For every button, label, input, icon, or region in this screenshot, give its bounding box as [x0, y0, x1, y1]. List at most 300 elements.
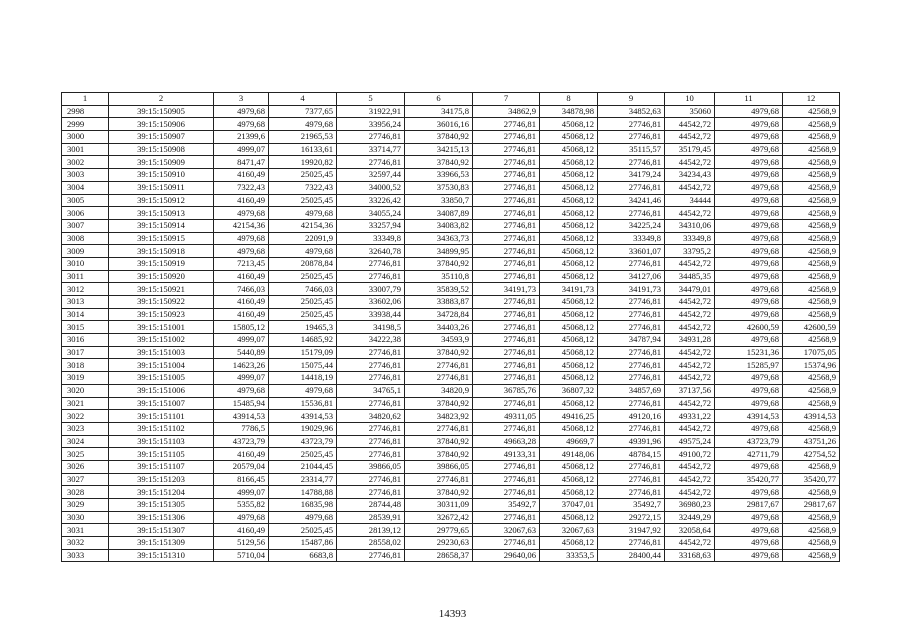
- value-cell: 4979,68: [715, 524, 783, 537]
- cadastral-number-cell: 39:15:150906: [109, 118, 214, 131]
- value-cell: 6683,8: [269, 549, 337, 562]
- value-cell: 43723,79: [214, 435, 269, 448]
- value-cell: 49663,28: [473, 435, 540, 448]
- value-cell: 8166,45: [214, 473, 269, 486]
- value-cell: 42568,9: [783, 257, 840, 270]
- value-cell: 45068,12: [540, 257, 598, 270]
- row-number-cell: 3021: [62, 397, 109, 410]
- value-cell: 27746,81: [405, 372, 473, 385]
- value-cell: 4160,49: [214, 296, 269, 309]
- value-cell: 33883,87: [405, 296, 473, 309]
- value-cell: 27746,81: [473, 372, 540, 385]
- value-cell: 27746,81: [598, 131, 665, 144]
- column-header: 11: [715, 93, 783, 106]
- value-cell: 7322,43: [269, 181, 337, 194]
- value-cell: 44542,72: [665, 372, 715, 385]
- value-cell: 4999,07: [214, 143, 269, 156]
- value-cell: 15536,81: [269, 397, 337, 410]
- value-cell: 33257,94: [337, 219, 405, 232]
- value-cell: 49100,72: [665, 448, 715, 461]
- value-cell: 42568,9: [783, 118, 840, 131]
- value-cell: 4979,68: [715, 334, 783, 347]
- value-cell: 16835,98: [269, 499, 337, 512]
- value-cell: 45068,12: [540, 321, 598, 334]
- row-number-cell: 3017: [62, 346, 109, 359]
- cadastral-number-cell: 39:15:150919: [109, 257, 214, 270]
- value-cell: 34852,63: [598, 105, 665, 118]
- value-cell: 42568,9: [783, 296, 840, 309]
- value-cell: 14788,88: [269, 486, 337, 499]
- table-row: [62, 537, 840, 550]
- value-cell: 17075,05: [783, 346, 840, 359]
- value-cell: 45068,12: [540, 460, 598, 473]
- value-cell: 34191,73: [473, 283, 540, 296]
- value-cell: 35110,8: [405, 270, 473, 283]
- value-cell: 4979,68: [269, 384, 337, 397]
- column-header: 4: [269, 93, 337, 106]
- table-row: [62, 308, 840, 321]
- value-cell: 30311,09: [405, 499, 473, 512]
- value-cell: 42568,9: [783, 524, 840, 537]
- value-cell: 37840,92: [405, 257, 473, 270]
- value-cell: 45068,12: [540, 270, 598, 283]
- value-cell: 44542,72: [665, 397, 715, 410]
- value-cell: 4160,49: [214, 270, 269, 283]
- value-cell: 28539,91: [337, 511, 405, 524]
- value-cell: 29817,67: [715, 499, 783, 512]
- value-cell: 45068,12: [540, 372, 598, 385]
- value-cell: 27746,81: [598, 486, 665, 499]
- value-cell: 21965,53: [269, 131, 337, 144]
- value-cell: 42600,59: [715, 321, 783, 334]
- value-cell: 33850,7: [405, 194, 473, 207]
- value-cell: 4979,68: [715, 549, 783, 562]
- value-cell: 36980,23: [665, 499, 715, 512]
- value-cell: 35420,77: [783, 473, 840, 486]
- value-cell: 49575,24: [665, 435, 715, 448]
- value-cell: 31922,91: [337, 105, 405, 118]
- value-cell: 45068,12: [540, 245, 598, 258]
- value-cell: 42568,9: [783, 334, 840, 347]
- cadastral-number-cell: 39:15:150918: [109, 245, 214, 258]
- value-cell: 4979,68: [214, 511, 269, 524]
- value-cell: 45068,12: [540, 359, 598, 372]
- table-row: [62, 460, 840, 473]
- cadastral-number-cell: 39:15:151101: [109, 410, 214, 423]
- value-cell: 27746,81: [598, 181, 665, 194]
- value-cell: 44542,72: [665, 207, 715, 220]
- value-cell: 28744,48: [337, 499, 405, 512]
- value-cell: 27746,81: [598, 397, 665, 410]
- value-cell: 27746,81: [473, 537, 540, 550]
- row-number-cell: 3023: [62, 422, 109, 435]
- value-cell: 27746,81: [337, 257, 405, 270]
- value-cell: 34055,24: [337, 207, 405, 220]
- value-cell: 42568,9: [783, 537, 840, 550]
- table-row: [62, 499, 840, 512]
- value-cell: 45068,12: [540, 181, 598, 194]
- table-row: [62, 245, 840, 258]
- value-cell: 44542,72: [665, 346, 715, 359]
- cadastral-number-cell: 39:15:151107: [109, 460, 214, 473]
- table-row: [62, 156, 840, 169]
- row-number-cell: 2998: [62, 105, 109, 118]
- cadastral-number-cell: 39:15:151103: [109, 435, 214, 448]
- value-cell: 27746,81: [405, 422, 473, 435]
- value-cell: 34191,73: [598, 283, 665, 296]
- value-cell: 4999,07: [214, 334, 269, 347]
- value-cell: 7466,03: [214, 283, 269, 296]
- value-cell: 27746,81: [337, 473, 405, 486]
- value-cell: 27746,81: [473, 131, 540, 144]
- value-cell: 37840,92: [405, 156, 473, 169]
- value-cell: 19465,3: [269, 321, 337, 334]
- value-cell: 15485,94: [214, 397, 269, 410]
- value-cell: 39866,05: [405, 460, 473, 473]
- value-cell: 45068,12: [540, 131, 598, 144]
- row-number-cell: 3020: [62, 384, 109, 397]
- table-row: [62, 131, 840, 144]
- value-cell: 4979,68: [214, 232, 269, 245]
- value-cell: 44542,72: [665, 537, 715, 550]
- row-number-cell: 3015: [62, 321, 109, 334]
- table-row: [62, 435, 840, 448]
- row-number-cell: 2999: [62, 118, 109, 131]
- cadastral-number-cell: 39:15:150907: [109, 131, 214, 144]
- table-row: [62, 283, 840, 296]
- value-cell: 35115,57: [598, 143, 665, 156]
- value-cell: 28139,12: [337, 524, 405, 537]
- cadastral-number-cell: 39:15:151004: [109, 359, 214, 372]
- value-cell: 15805,12: [214, 321, 269, 334]
- value-cell: 32640,78: [337, 245, 405, 258]
- table-row: [62, 296, 840, 309]
- value-cell: 15487,86: [269, 537, 337, 550]
- value-cell: 7377,65: [269, 105, 337, 118]
- value-cell: 45068,12: [540, 169, 598, 182]
- cadastral-number-cell: 39:15:150909: [109, 156, 214, 169]
- value-cell: 25025,45: [269, 448, 337, 461]
- table-row: [62, 143, 840, 156]
- value-cell: 25025,45: [269, 308, 337, 321]
- value-cell: 15179,09: [269, 346, 337, 359]
- value-cell: 42568,9: [783, 181, 840, 194]
- value-cell: 42568,9: [783, 460, 840, 473]
- value-cell: 44542,72: [665, 131, 715, 144]
- row-number-cell: 3007: [62, 219, 109, 232]
- value-cell: 29779,65: [405, 524, 473, 537]
- table-row: [62, 321, 840, 334]
- value-cell: 4979,68: [715, 372, 783, 385]
- value-cell: 37840,92: [405, 397, 473, 410]
- value-cell: 27746,81: [473, 257, 540, 270]
- row-number-cell: 3022: [62, 410, 109, 423]
- table-row: [62, 473, 840, 486]
- value-cell: 28558,02: [337, 537, 405, 550]
- cadastral-number-cell: 39:15:150914: [109, 219, 214, 232]
- value-cell: 45068,12: [540, 194, 598, 207]
- value-cell: 34198,5: [337, 321, 405, 334]
- data-table: [61, 92, 840, 562]
- value-cell: 42568,9: [783, 372, 840, 385]
- value-cell: 27746,81: [473, 156, 540, 169]
- value-cell: 27746,81: [598, 346, 665, 359]
- cadastral-number-cell: 39:15:151203: [109, 473, 214, 486]
- column-header: 6: [405, 93, 473, 106]
- value-cell: 7322,43: [214, 181, 269, 194]
- cadastral-number-cell: 39:15:150921: [109, 283, 214, 296]
- value-cell: 49669,7: [540, 435, 598, 448]
- cadastral-number-cell: 39:15:151105: [109, 448, 214, 461]
- row-number-cell: 3027: [62, 473, 109, 486]
- row-number-cell: 3031: [62, 524, 109, 537]
- value-cell: 27746,81: [473, 207, 540, 220]
- value-cell: 4979,68: [715, 156, 783, 169]
- value-cell: 4160,49: [214, 448, 269, 461]
- value-cell: 4979,68: [715, 181, 783, 194]
- value-cell: 34000,52: [337, 181, 405, 194]
- value-cell: 4979,68: [269, 118, 337, 131]
- value-cell: 34363,73: [405, 232, 473, 245]
- value-cell: 49331,22: [665, 410, 715, 423]
- value-cell: 37137,56: [665, 384, 715, 397]
- value-cell: 15285,97: [715, 359, 783, 372]
- cadastral-number-cell: 39:15:150908: [109, 143, 214, 156]
- value-cell: 25025,45: [269, 169, 337, 182]
- value-cell: 45068,12: [540, 473, 598, 486]
- value-cell: 33007,79: [337, 283, 405, 296]
- value-cell: 4979,68: [715, 296, 783, 309]
- value-cell: 44542,72: [665, 473, 715, 486]
- value-cell: 4979,68: [214, 207, 269, 220]
- value-cell: 4160,49: [214, 308, 269, 321]
- value-cell: 14623,26: [214, 359, 269, 372]
- table-row: [62, 270, 840, 283]
- value-cell: 48784,15: [598, 448, 665, 461]
- value-cell: 34862,9: [473, 105, 540, 118]
- value-cell: 27746,81: [598, 257, 665, 270]
- value-cell: 43914,53: [783, 410, 840, 423]
- value-cell: 42568,9: [783, 207, 840, 220]
- value-cell: 32597,44: [337, 169, 405, 182]
- value-cell: 34820,62: [337, 410, 405, 423]
- value-cell: 44542,72: [665, 156, 715, 169]
- value-cell: 34857,69: [598, 384, 665, 397]
- table-row: [62, 384, 840, 397]
- value-cell: 43751,26: [783, 435, 840, 448]
- value-cell: 4979,68: [715, 257, 783, 270]
- value-cell: 34485,35: [665, 270, 715, 283]
- row-number-cell: 3000: [62, 131, 109, 144]
- table-row: [62, 524, 840, 537]
- value-cell: 42600,59: [783, 321, 840, 334]
- value-cell: 4979,68: [715, 131, 783, 144]
- value-cell: 42568,9: [783, 283, 840, 296]
- value-cell: 36807,32: [540, 384, 598, 397]
- value-cell: 45068,12: [540, 143, 598, 156]
- value-cell: 27746,81: [598, 207, 665, 220]
- value-cell: 20579,04: [214, 460, 269, 473]
- value-cell: 33168,63: [665, 549, 715, 562]
- value-cell: 27746,81: [598, 308, 665, 321]
- value-cell: 34878,98: [540, 105, 598, 118]
- value-cell: 27746,81: [473, 308, 540, 321]
- value-cell: 4979,68: [269, 245, 337, 258]
- value-cell: 45068,12: [540, 346, 598, 359]
- value-cell: 21399,6: [214, 131, 269, 144]
- value-cell: 42568,9: [783, 232, 840, 245]
- value-cell: 42754,52: [783, 448, 840, 461]
- table-row: [62, 448, 840, 461]
- value-cell: 4979,68: [214, 118, 269, 131]
- value-cell: 45068,12: [540, 219, 598, 232]
- value-cell: 44542,72: [665, 257, 715, 270]
- value-cell: 33602,06: [337, 296, 405, 309]
- value-cell: 27746,81: [598, 296, 665, 309]
- value-cell: 42568,9: [783, 270, 840, 283]
- row-number-cell: 3005: [62, 194, 109, 207]
- value-cell: 33714,77: [337, 143, 405, 156]
- row-number-cell: 3003: [62, 169, 109, 182]
- value-cell: 35492,7: [598, 499, 665, 512]
- value-cell: 27746,81: [337, 359, 405, 372]
- column-header: 7: [473, 93, 540, 106]
- value-cell: 27746,81: [473, 194, 540, 207]
- row-number-cell: 3029: [62, 499, 109, 512]
- value-cell: 45068,12: [540, 486, 598, 499]
- row-number-cell: 3033: [62, 549, 109, 562]
- value-cell: 42568,9: [783, 131, 840, 144]
- value-cell: 27746,81: [337, 270, 405, 283]
- value-cell: 42154,36: [214, 219, 269, 232]
- value-cell: 43914,53: [715, 410, 783, 423]
- value-cell: 49391,96: [598, 435, 665, 448]
- value-cell: 43914,53: [269, 410, 337, 423]
- table-row: [62, 549, 840, 562]
- value-cell: 8471,47: [214, 156, 269, 169]
- value-cell: 34127,06: [598, 270, 665, 283]
- value-cell: 4160,49: [214, 169, 269, 182]
- cadastral-number-cell: 39:15:150911: [109, 181, 214, 194]
- table-body: [62, 105, 840, 562]
- value-cell: 4979,68: [715, 169, 783, 182]
- value-cell: 27746,81: [473, 473, 540, 486]
- value-cell: 27746,81: [473, 296, 540, 309]
- value-cell: 27746,81: [337, 397, 405, 410]
- value-cell: 4979,68: [214, 105, 269, 118]
- column-header: 9: [598, 93, 665, 106]
- value-cell: 45068,12: [540, 207, 598, 220]
- table-row: [62, 207, 840, 220]
- cadastral-number-cell: 39:15:150923: [109, 308, 214, 321]
- value-cell: 27746,81: [337, 549, 405, 562]
- table-row: [62, 486, 840, 499]
- value-cell: 27746,81: [473, 422, 540, 435]
- value-cell: 33795,2: [665, 245, 715, 258]
- row-number-cell: 3011: [62, 270, 109, 283]
- value-cell: 27746,81: [473, 346, 540, 359]
- value-cell: 27746,81: [473, 143, 540, 156]
- value-cell: 20878,84: [269, 257, 337, 270]
- value-cell: 42568,9: [783, 245, 840, 258]
- value-cell: 27746,81: [598, 359, 665, 372]
- value-cell: 44542,72: [665, 359, 715, 372]
- value-cell: 4979,68: [214, 384, 269, 397]
- row-number-cell: 3002: [62, 156, 109, 169]
- column-header: 10: [665, 93, 715, 106]
- value-cell: 33353,5: [540, 549, 598, 562]
- value-cell: 33956,24: [337, 118, 405, 131]
- value-cell: 34931,28: [665, 334, 715, 347]
- row-number-cell: 3008: [62, 232, 109, 245]
- value-cell: 44542,72: [665, 296, 715, 309]
- value-cell: 42568,9: [783, 549, 840, 562]
- value-cell: 27746,81: [473, 460, 540, 473]
- value-cell: 4979,68: [715, 143, 783, 156]
- value-cell: 42568,9: [783, 308, 840, 321]
- value-cell: 42568,9: [783, 397, 840, 410]
- value-cell: 4979,68: [269, 207, 337, 220]
- value-cell: 29817,67: [783, 499, 840, 512]
- value-cell: 35492,7: [473, 499, 540, 512]
- value-cell: 16133,61: [269, 143, 337, 156]
- table-row: [62, 346, 840, 359]
- row-number-cell: 3026: [62, 460, 109, 473]
- value-cell: 37047,01: [540, 499, 598, 512]
- value-cell: 42568,9: [783, 156, 840, 169]
- value-cell: 14685,92: [269, 334, 337, 347]
- row-number-cell: 3018: [62, 359, 109, 372]
- table-row: [62, 118, 840, 131]
- value-cell: 27746,81: [337, 131, 405, 144]
- value-cell: 34191,73: [540, 283, 598, 296]
- value-cell: 35179,45: [665, 143, 715, 156]
- value-cell: 27746,81: [473, 245, 540, 258]
- cadastral-number-cell: 39:15:151003: [109, 346, 214, 359]
- value-cell: 34179,24: [598, 169, 665, 182]
- row-number-cell: 3012: [62, 283, 109, 296]
- value-cell: 37840,92: [405, 131, 473, 144]
- value-cell: 23314,77: [269, 473, 337, 486]
- value-cell: 39866,05: [337, 460, 405, 473]
- value-cell: 15374,96: [783, 359, 840, 372]
- value-cell: 44542,72: [665, 118, 715, 131]
- value-cell: 34310,06: [665, 219, 715, 232]
- value-cell: 33226,42: [337, 194, 405, 207]
- value-cell: 45068,12: [540, 397, 598, 410]
- value-cell: 49311,05: [473, 410, 540, 423]
- value-cell: 32058,64: [665, 524, 715, 537]
- value-cell: 37840,92: [405, 435, 473, 448]
- row-number-cell: 3025: [62, 448, 109, 461]
- value-cell: 4979,68: [715, 207, 783, 220]
- value-cell: 7466,03: [269, 283, 337, 296]
- value-cell: 32067,63: [473, 524, 540, 537]
- value-cell: 4979,68: [214, 245, 269, 258]
- value-cell: 28400,44: [598, 549, 665, 562]
- cadastral-number-cell: 39:15:150912: [109, 194, 214, 207]
- value-cell: 37840,92: [405, 346, 473, 359]
- value-cell: 37840,92: [405, 486, 473, 499]
- value-cell: 45068,12: [540, 308, 598, 321]
- value-cell: 42568,9: [783, 143, 840, 156]
- value-cell: 7213,45: [214, 257, 269, 270]
- value-cell: 27746,81: [473, 486, 540, 499]
- value-cell: 27746,81: [405, 473, 473, 486]
- cadastral-number-cell: 39:15:151007: [109, 397, 214, 410]
- value-cell: 27746,81: [598, 473, 665, 486]
- column-header: 3: [214, 93, 269, 106]
